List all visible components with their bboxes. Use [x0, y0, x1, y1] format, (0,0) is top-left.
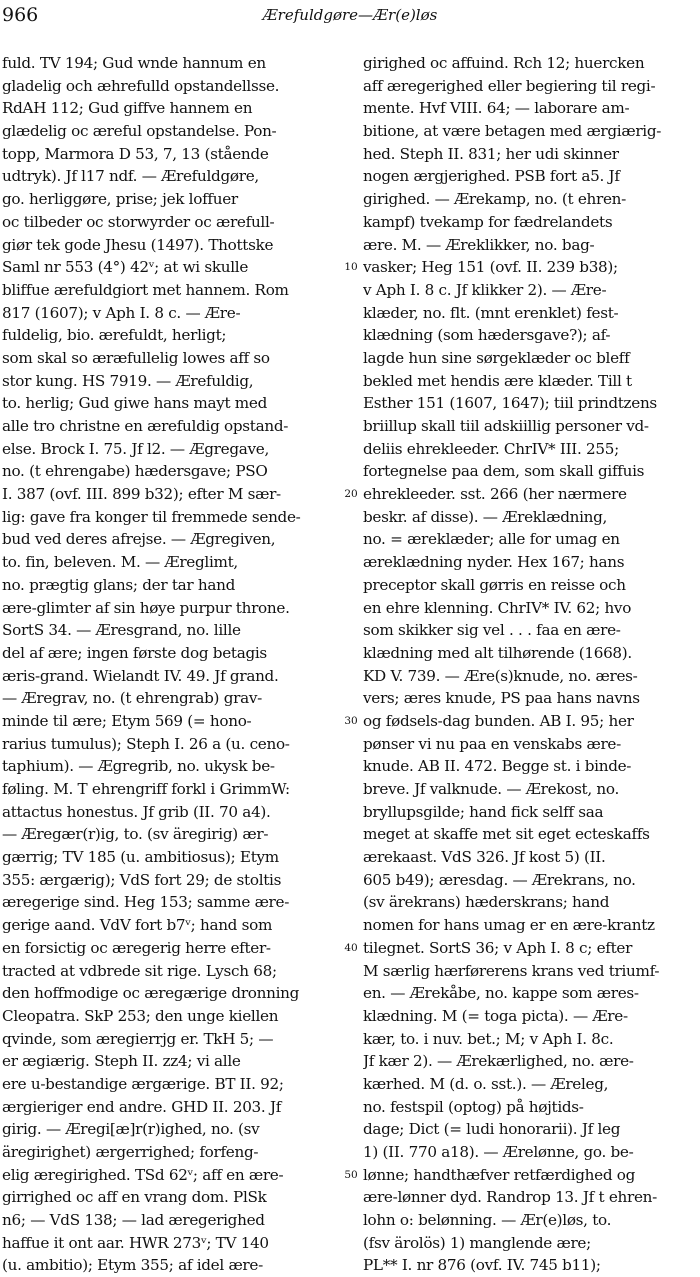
text-line: qvinde, som æregierrjg er. TkH 5; —	[2, 1029, 274, 1048]
text-line: ære. M. — Æreklikker, no. bag-	[363, 235, 595, 254]
text-line: ærgieriger end andre. GHD II. 203. Jf	[2, 1097, 282, 1116]
text-line: gærrig; TV 185 (u. ambitiosus); Etym	[2, 848, 279, 867]
text-line: minde til ære; Etym 569 (= hono-	[2, 711, 252, 730]
text-line: 817 (1607); v Aph I. 8 c. — Ære-	[2, 303, 241, 322]
text-line: fuldelig, bio. ærefuldt, herligt;	[2, 326, 227, 345]
text-line: (fsv ärolös) 1) manglende ære;	[363, 1233, 591, 1252]
text-line: no. (t ehrengabe) hædersgave; PSO	[2, 462, 268, 481]
text-line: klædning. M (= toga picta). — Ære-	[363, 1006, 628, 1025]
text-line: lig: gave fra konger til fremmede sende-	[2, 507, 301, 526]
text-line: girig. — Æregi[æ]r(r)ighed, no. (sv	[2, 1120, 260, 1139]
text-line: ehrekleeder. sst. 266 (her nærmere	[363, 485, 627, 504]
text-line: klædning (som hædersgave?); af-	[363, 326, 611, 345]
text-line: girrighed oc aff en vrang dom. PlSk	[2, 1188, 267, 1207]
text-line: klædning med alt tilhørende (1668).	[363, 643, 632, 662]
text-line: vers; æres knude, PS paa hans navns	[363, 689, 640, 708]
text-line: breve. Jf valknude. — Ærekost, no.	[363, 780, 620, 798]
text-line: lagde hun sine sørgeklæder oc bleff	[363, 348, 630, 367]
text-line: nogen ærgjerighed. PSB fort a5. Jf	[363, 167, 620, 186]
text-line: stor kung. HS 7919. — Ærefuldig,	[2, 371, 254, 390]
left-column	[2, 52, 338, 1277]
text-line: oc tilbeder oc storwyrder oc ærefull-	[2, 212, 275, 231]
text-line: topp, Marmora D 53, 7, 13 (stående	[2, 144, 269, 163]
text-line: bud ved deres afrejse. — Ægregiven,	[2, 530, 276, 549]
text-line: dage; Dict (= ludi honorarii). Jf leg	[363, 1120, 621, 1139]
text-line: gerige aand. VdV fort b7ᵛ; hand som	[2, 916, 273, 935]
margin-line-number: 30	[344, 715, 358, 728]
text-line: klæder, no. flt. (mnt erenklet) fest-	[363, 303, 619, 322]
text-line: pønser vi nu paa en venskabs ære-	[363, 734, 621, 753]
text-line: mente. Hvf VIII. 64; — laborare am-	[363, 99, 630, 118]
page-header	[0, 4, 700, 30]
text-line: elig æregirighed. TSd 62ᵛ; aff en ære-	[2, 1165, 284, 1184]
text-line: gladelig och æhrefulld opstandellsse.	[2, 76, 280, 95]
text-line: taphium). — Ægregrib, no. ukysk be-	[2, 757, 275, 776]
text-line: — Æregær(r)ig, to. (sv äregirig) ær-	[2, 825, 269, 844]
margin-line-number: 50	[344, 1169, 358, 1182]
text-line: æris-grand. Wielandt IV. 49. Jf grand.	[2, 666, 279, 685]
text-line: Esther 151 (1607, 1647); tiil prindtzens	[363, 394, 657, 413]
text-line: bekled met hendis ære klæder. Till t	[363, 371, 632, 390]
text-line: SortS 34. — Æresgrand, no. lille	[2, 621, 241, 640]
text-line: meget at skaffe met sit eget ecteskaffs	[363, 825, 650, 844]
text-line: ære-glimter af sin høye purpur throne.	[2, 598, 290, 617]
text-line: girighed. — Ærekamp, no. (t ehren-	[363, 190, 626, 209]
text-line: aff æregerighed eller begiering til regi-	[363, 76, 656, 95]
text-line: fuld. TV 194; Gud wnde hannum en	[2, 54, 266, 72]
text-line: en. — Ærekåbe, no. kappe som æres-	[363, 984, 639, 1003]
text-line: girighed oc affuind. Rch 12; huercken	[363, 54, 645, 72]
text-line: giør tek gode Jhesu (1497). Thottske	[2, 235, 274, 254]
text-line: ære-lønner dyd. Randrop 13. Jf t ehren-	[363, 1188, 657, 1207]
text-line: no. festspil (optog) på højtids-	[363, 1097, 584, 1116]
text-line: 355: ærgærig); VdS fort 29; de stoltis	[2, 870, 282, 889]
text-line: rarius tumulus); Steph I. 26 a (u. ceno-	[2, 734, 290, 753]
text-line: glædelig oc æreful opstandelse. Pon-	[2, 122, 277, 141]
text-line: kærhed. M (d. o. sst.). — Æreleg,	[363, 1074, 609, 1093]
margin-line-number: 20	[344, 488, 358, 501]
right-column	[363, 52, 697, 1277]
text-line: lohn o: belønning. — Ær(e)løs, to.	[363, 1211, 612, 1230]
text-line: beskr. af disse). — Æreklædning,	[363, 507, 608, 526]
text-line: er ægiærig. Steph II. zz4; vi alle	[2, 1052, 241, 1071]
text-line: RdAH 112; Gud giffve hannem en	[2, 99, 253, 118]
text-line: no. prægtig glans; der tar hand	[2, 575, 236, 594]
text-line: tilegnet. SortS 36; v Aph I. 8 c; efter	[363, 938, 633, 957]
text-line: alle tro christne en ærefuldig opstand-	[2, 417, 289, 435]
text-line: føling. M. T ehrengriff forkl i GrimmW:	[2, 780, 290, 798]
text-line: v Aph I. 8 c. Jf klikker 2). — Ære-	[363, 280, 607, 299]
text-line: knude. AB II. 472. Begge st. i binde-	[363, 757, 632, 776]
text-line: del af ære; ingen første dog betagis	[2, 643, 267, 662]
text-line: bryllupsgilde; hand fick selff saa	[363, 802, 604, 821]
text-line: vasker; Heg 151 (ovf. II. 239 b38);	[363, 258, 618, 277]
text-line: 605 b49); æresdag. — Ærekrans, no.	[363, 870, 636, 889]
text-line: go. herliggøre, prise; jek loffuer	[2, 190, 238, 209]
text-line: bitione, at være betagen med ærgiærig-	[363, 122, 662, 141]
text-line: udtryk). Jf l17 ndf. — Ærefuldgøre,	[2, 167, 259, 186]
text-line: to. fin, beleven. M. — Æreglimt,	[2, 553, 238, 572]
text-line: briillup skall tiil adskiillig personer vd-	[363, 417, 649, 435]
text-line: hed. Steph II. 831; her udi skinner	[363, 144, 619, 163]
text-line: som skal so æræfullelig lowes aff so	[2, 348, 270, 367]
text-line: tracted at vdbrede sit rige. Lysch 68;	[2, 961, 277, 980]
text-line: no. = æreklæder; alle for umag en	[363, 530, 620, 549]
running-head: Ærefuldgøre—Ær(e)løs	[262, 6, 438, 24]
text-line: deliis ehrekleeder. ChrIV* III. 255;	[363, 439, 619, 458]
text-line: Jf kær 2). — Ærekærlighed, no. ære-	[363, 1052, 634, 1071]
text-line: nomen for hans umag er en ære-krantz	[363, 916, 655, 935]
text-line: en ehre klenning. ChrIV* IV. 62; hvo	[363, 598, 632, 617]
text-line: I. 387 (ovf. III. 899 b32); efter M sær-	[2, 485, 281, 504]
text-line: kær, to. i nuv. bet.; M; v Aph I. 8c.	[363, 1029, 614, 1048]
text-line: else. Brock I. 75. Jf l2. — Ægregave,	[2, 439, 269, 458]
text-line: ere u-bestandige ærgærige. BT II. 92;	[2, 1074, 284, 1093]
text-line: Saml nr 553 (4°) 42ᵛ; at wi skulle	[2, 258, 249, 277]
margin-line-number: 40	[344, 942, 358, 955]
text-line: (u. ambitio); Etym 355; af idel ære-	[2, 1256, 263, 1275]
text-line: bliffue ærefuldgiort met hannem. Rom	[2, 280, 289, 299]
text-line: haffue it ont aar. HWR 273ᵛ; TV 140	[2, 1233, 269, 1252]
text-line: äregirighet) ærgerrighed; forfeng-	[2, 1143, 259, 1161]
text-line: og fødsels-dag bunden. AB I. 95; her	[363, 711, 634, 730]
text-line: M særlig hærførerens krans ved triumf-	[363, 961, 660, 980]
text-line: PL** I. nr 876 (ovf. IV. 745 b11);	[363, 1256, 601, 1275]
text-line: fortegnelse paa dem, som skall giffuis	[363, 462, 645, 481]
text-line: attactus honestus. Jf grib (II. 70 a4).	[2, 802, 271, 821]
text-line: (sv ärekrans) hæderskrans; hand	[363, 893, 610, 912]
margin-line-number: 10	[344, 261, 358, 274]
text-line: n6; — VdS 138; — lad æregerighed	[2, 1211, 265, 1230]
text-line: Cleopatra. SkP 253; den unge kiellen	[2, 1006, 279, 1025]
text-line: æreklædning nyder. Hex 167; hans	[363, 553, 625, 572]
text-line: æregerige sind. Heg 153; samme ære-	[2, 893, 290, 912]
text-line: KD V. 739. — Ære(s)knude, no. æres-	[363, 666, 638, 685]
text-line: 1) (II. 770 a18). — Ærelønne, go. be-	[363, 1143, 634, 1161]
text-line: en forsictig oc æregerig herre efter-	[2, 938, 271, 957]
page-number: 966	[2, 4, 39, 26]
text-line: som skikker sig vel . . . faa en ære-	[363, 621, 621, 640]
text-line: kampf) tvekamp for fædrelandets	[363, 212, 613, 231]
text-line: to. herlig; Gud giwe hans mayt med	[2, 394, 268, 413]
text-line: — Æregrav, no. (t ehrengrab) grav-	[2, 689, 262, 708]
text-line: ærekaast. VdS 326. Jf kost 5) (II.	[363, 848, 606, 867]
text-line: den hoffmodige oc æregærige dronning	[2, 984, 300, 1003]
text-line: preceptor skall gørris en reisse och	[363, 575, 626, 594]
text-line: lønne; handthæfver retfærdighed og	[363, 1165, 636, 1184]
